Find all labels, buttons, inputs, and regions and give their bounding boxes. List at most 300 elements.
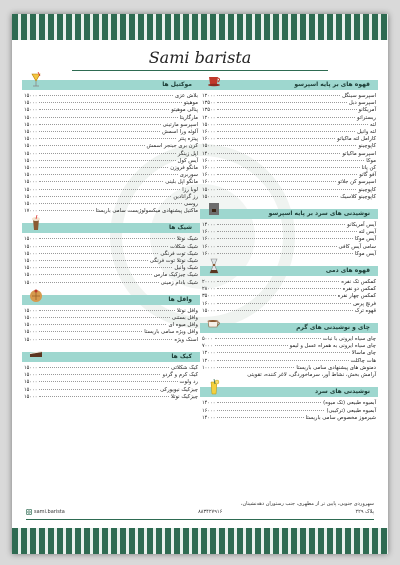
menu-item-name: پیتزه پنتر [178, 136, 198, 143]
menu-item-name: شیک بادام زمینی [160, 279, 198, 286]
menu-item [200, 408, 378, 415]
menu-item [22, 280, 200, 287]
menu-item-price: ۱۳۵۰۰ [202, 100, 216, 107]
menu-item-price: ۱۴۰۰۰ [202, 222, 216, 229]
menu-item [22, 187, 200, 194]
menu-item-price: ۱۵۰۰۰ [24, 279, 38, 286]
menu-item [22, 329, 200, 336]
section-heading-text: قهوه های بر پایه اسپرسو [294, 81, 370, 88]
dot-leader [217, 238, 352, 239]
menu-item-name: قهوه ترک [354, 307, 376, 314]
footer-address: سهروردی جنوبی، پایین تر از مطهری، جنب رستوران دهه‌نشینان، [240, 501, 374, 507]
cocktail-glass-icon [26, 72, 46, 88]
menu-item [22, 151, 200, 158]
dot-leader [217, 102, 346, 103]
menu-item-name: کاپوچینو [358, 143, 376, 150]
dot-leader [217, 160, 364, 161]
menu-item-price: ۱۵۰۰۰ [24, 172, 38, 179]
instagram-icon [26, 509, 32, 515]
menu-item-price: ۱۶۰۰۰ [202, 236, 216, 243]
menu-item [22, 107, 200, 114]
menu-item [22, 129, 200, 136]
dot-leader [39, 389, 158, 390]
menu-item-name: چیزکیک نیویورکی [160, 386, 198, 393]
menu-item-price: ۱۵۰۰۰ [24, 179, 38, 186]
menu-item-price: ۱۵۰۰۰ [24, 336, 38, 343]
menu-item-name: آیس کول [177, 157, 198, 164]
dot-leader [39, 181, 163, 182]
section-heading-brew [200, 266, 378, 276]
dot-leader [39, 109, 169, 110]
dot-leader [39, 160, 175, 161]
dot-leader [217, 253, 352, 254]
menu-item-name: رد ولوت [179, 379, 198, 386]
menu-item-name: لته [369, 121, 376, 128]
menu-item [200, 343, 378, 350]
menu-item-name: سوربری [179, 172, 198, 179]
dot-leader [217, 95, 340, 96]
menu-item-price: ۱۵۰۰۰ [24, 393, 38, 400]
menu-item [22, 394, 200, 401]
menu-item-name: کارامل لته ماکیاتو [337, 136, 376, 143]
menu-item-name: شیک وانیل [174, 265, 198, 272]
menu-item-price: ۱۵۰۰۰ [24, 143, 38, 150]
section-heading-cold-drinks [200, 387, 378, 397]
dot-leader [39, 367, 169, 368]
menu-item [22, 272, 200, 279]
menu-item [22, 158, 200, 165]
menu-item [200, 151, 378, 158]
menu-title: Sami barista [148, 48, 252, 67]
section-heading-hot-drinks [200, 323, 378, 333]
menu-item [200, 229, 378, 236]
menu-item-name: آیس موکا [354, 236, 376, 243]
menu-item-price: ۱۵۰۰۰ [24, 121, 38, 128]
menu-item-name: لوبا رزا [182, 186, 198, 193]
section-shake [22, 223, 200, 286]
menu-item [200, 107, 378, 114]
menu-item-name: وافل میوه ای [168, 322, 198, 329]
menu-item-price: ۱۴۰۰۰ [202, 400, 216, 407]
dot-leader [39, 145, 144, 146]
dot-leader [39, 310, 174, 311]
menu-item-name: وافل نوتلا [176, 307, 198, 314]
chemex-icon [204, 258, 224, 274]
section-heading-text: نوشیدنی های سرد [315, 388, 370, 396]
menu-item-price: ۵۰۰۰ [202, 336, 213, 343]
menu-item-price: ۱۶۰۰۰ [202, 250, 216, 257]
section-heading-cake [22, 352, 200, 362]
menu-item-name: اسپرسو ماکیاتو [342, 150, 376, 157]
dot-leader [215, 338, 321, 339]
menu-item-price: ۱۵۰۰۰ [24, 150, 38, 157]
menu-item-price: ۱۵۰۰۰ [24, 250, 38, 257]
menu-item-price: ۱۶۰۰۰ [202, 179, 216, 186]
section-heading-mocktail [22, 80, 200, 90]
milkshake-icon [26, 215, 46, 231]
menu-item [22, 93, 200, 100]
menu-item-name: آیس آمریکانو [347, 222, 376, 229]
menu-item-price: ۱۵۰۰۰ [24, 236, 38, 243]
dot-leader [39, 260, 147, 261]
dot-leader [39, 131, 160, 132]
right-column [200, 80, 378, 430]
dot-leader [217, 303, 351, 304]
dot-leader [217, 117, 355, 118]
menu-item-name: اسپرسو دبل [348, 100, 376, 107]
menu-item-name: مانگو اپل بلینی [165, 179, 198, 186]
menu-item-price: ۱۶۰۰۰ [202, 229, 216, 236]
dot-leader [39, 339, 172, 340]
menu-item [200, 222, 378, 229]
dot-leader [217, 410, 324, 411]
dot-leader [217, 417, 303, 418]
menu-item-name: کاپوچینو [358, 186, 376, 193]
dot-leader [39, 274, 151, 275]
dot-leader [217, 352, 349, 353]
menu-item-name: آفو گاتو [359, 172, 376, 179]
menu-item-price: ۱۵۰۰۰ [24, 157, 38, 164]
dot-leader [39, 153, 175, 154]
menu-item [22, 387, 200, 394]
menu-item-name: اسپرسو کن جلاتو [337, 179, 376, 186]
menu-item [200, 251, 378, 258]
dot-leader [217, 109, 356, 110]
menu-item [22, 365, 200, 372]
dot-leader [39, 102, 181, 103]
menu-item-price: ۱۶۰۰۰ [202, 157, 216, 164]
dot-leader [39, 246, 168, 247]
menu-item-name: پنالی موهیتو [171, 107, 198, 114]
menu-item-name: هات چاکلت [350, 357, 376, 364]
menu-item [22, 244, 200, 251]
dot-leader [39, 210, 93, 211]
menu-item-name: دمنوش های پیشنهادی سامی باریستا [296, 364, 376, 371]
dot-leader [39, 117, 177, 118]
menu-item-price: ۱۶۰۰۰ [202, 243, 216, 250]
menu-item-price: ۱۵۰۰۰ [202, 143, 216, 150]
dot-leader [39, 282, 158, 283]
menu-item-name: کن پانا [361, 165, 376, 172]
menu-item [200, 236, 378, 243]
menu-item-name: روسی [184, 201, 198, 208]
menu-item-price: ۱۵۰۰۰ [24, 307, 38, 314]
menu-item [22, 379, 200, 386]
coffee-cup-icon [204, 72, 224, 88]
top-stripe-border [12, 14, 388, 40]
dot-leader [39, 174, 177, 175]
dot-leader [217, 360, 348, 361]
menu-item-name: شیک نوتلا [176, 236, 198, 243]
menu-item [22, 208, 200, 215]
menu-item-name: آبمیوه طبیعی (ترکیبی) [326, 407, 376, 414]
menu-item-price: ۱۲۰۰۰ [202, 114, 216, 121]
menu-item-price: ۱۵۰۰۰ [202, 121, 216, 128]
menu-item-price: ۲۰۰۰۰ [202, 279, 216, 286]
bottom-stripe-border [12, 528, 388, 554]
menu-item-price: ۱۵۰۰۰ [202, 193, 216, 200]
menu-item-price: ۱۵۰۰۰ [24, 258, 38, 265]
section-cold-drinks [200, 387, 378, 422]
menu-item [200, 244, 378, 251]
menu-item-price: ۱۶۰۰۰ [202, 300, 216, 307]
menu-item-name: فرنچ پرس [353, 300, 376, 307]
dot-leader [217, 167, 359, 168]
dot-leader [217, 310, 352, 311]
menu-item-name: مانگو فروزن [170, 165, 198, 172]
menu-item-price: ۱۵۰۰۰ [24, 93, 38, 99]
dot-leader [39, 331, 142, 332]
section-heading-espresso [200, 80, 378, 90]
dot-leader [215, 345, 288, 346]
dot-leader [217, 231, 356, 232]
section-heading-text: قهوه های دمی [325, 267, 370, 275]
menu-item-name: شیک توت فرنگی [160, 250, 198, 257]
menu-item-name: کمکس چهار نفره [337, 293, 376, 300]
menu-item-name: شیرموز مخصوص سامی باریستا [305, 414, 376, 421]
dot-leader [39, 167, 168, 168]
section-heading-text: چای و نوشیدنی های گرم [296, 324, 370, 332]
instagram-handle: sami.barista [34, 509, 65, 515]
section-heading-shake [22, 223, 200, 233]
menu-item-name: آرامش بخش، نشاط آور، سرماخوردگی، لاغر کننده، تقویتی [247, 372, 376, 379]
menu-item [22, 179, 200, 186]
dot-leader [39, 189, 180, 190]
dot-leader [217, 124, 368, 125]
menu-item-price: ۱۲۰۰۰ [202, 93, 216, 99]
menu-item-price: ۱۲۰۰۰ [202, 357, 216, 364]
menu-item-price: ۱۵۰۰۰ [24, 129, 38, 136]
dot-leader [217, 224, 345, 225]
menu-item-name: اسنک ویژه [174, 336, 198, 343]
footer-instagram[interactable] [26, 508, 65, 516]
menu-item [22, 372, 200, 379]
menu-item-name: اپل زینگر [177, 150, 198, 157]
dot-leader [217, 189, 356, 190]
menu-item-name: آلوئه ورا اسمش [162, 129, 198, 136]
section-heading-text: کیک ها [171, 352, 192, 360]
dot-leader [39, 124, 160, 125]
menu-item-name: چای ماسالا [351, 350, 376, 357]
menu-item-name: شیک چیزکیک مارس [153, 272, 198, 279]
menu-item [22, 258, 200, 265]
menu-item-name: شیک شکلات [170, 243, 198, 250]
menu-item-price: ۱۵۰۰۰ [24, 193, 38, 200]
menu-item-name: اسپرسو سینگل [342, 93, 376, 99]
menu-item [200, 115, 378, 122]
menu-item [200, 93, 378, 100]
menu-item-price: ۱۵۰۰۰ [24, 386, 38, 393]
dot-leader [217, 295, 335, 296]
menu-item [200, 336, 378, 343]
section-heading-text: موکتیل ها [162, 81, 192, 88]
menu-item [22, 236, 200, 243]
menu-item [22, 115, 200, 122]
tea-cup-icon [204, 315, 224, 331]
menu-item [200, 372, 378, 379]
menu-item-price: ۱۳۵۰۰ [202, 107, 216, 114]
menu-item [22, 122, 200, 129]
menu-item-price: ۱۶۰۰۰ [202, 172, 216, 179]
section-waffle [22, 295, 200, 344]
dot-leader [39, 396, 168, 397]
menu-item [22, 308, 200, 315]
menu-item-name: چای سیاه ایرونی با نبات [322, 336, 376, 343]
menu-item-price: ۱۵۰۰۰ [24, 272, 38, 279]
menu-item [200, 100, 378, 107]
dot-leader [39, 267, 172, 268]
menu-item-price: ۱۵۰۰۰ [24, 322, 38, 329]
section-espresso [200, 80, 378, 201]
dot-leader [217, 196, 338, 197]
section-heading-text: نوشیدنی های سرد بر پایه اسپرسو [268, 210, 370, 218]
menu-item [200, 400, 378, 407]
menu-item-name: کاپوچینو کلاسیک [340, 193, 376, 200]
menu-item-name: لته وانیل [357, 129, 376, 136]
menu-item-name: چای سیاه ایرونی به همراه عسل و لیمو [289, 343, 376, 350]
menu-item [22, 337, 200, 344]
menu-item-price: ۱۵۰۰۰ [24, 315, 38, 322]
menu-item-price: ۱۵۰۰۰ [24, 379, 38, 386]
section-brew [200, 266, 378, 315]
dot-leader [217, 281, 339, 282]
menu-item [200, 194, 378, 201]
menu-item-name: کرن بری جینجر اسمش [146, 143, 198, 150]
dot-leader [217, 402, 321, 403]
menu-item-price: ۱۶۰۰۰ [202, 407, 216, 414]
menu-item-name: آیس لته [358, 229, 376, 236]
menu-item-price: ۱۵۰۰۰ [24, 329, 38, 336]
menu-item [200, 158, 378, 165]
menu-item-price: ۱۵۰۰۰ [24, 243, 38, 250]
menu-item-name: کیک شکلاتی [171, 364, 198, 371]
menu-item-name: وافل بستنی [171, 315, 198, 322]
menu-item-price: ۱۵۰۰۰ [24, 100, 38, 107]
menu-item [22, 143, 200, 150]
menu-item [200, 187, 378, 194]
menu-item-price: ۱۴۰۰۰ [202, 414, 216, 421]
menu-item-name: چیزکیک نوتلا [170, 393, 198, 400]
dot-leader [39, 95, 173, 96]
menu-item-price: ۱۶۰۰۰ [202, 165, 216, 172]
menu-item-price: ۱۵۰۰۰ [24, 364, 38, 371]
menu-item [200, 350, 378, 357]
dot-leader [217, 174, 357, 175]
waffle-icon [26, 287, 46, 303]
menu-item-price: ۱۶۰۰۰ [202, 136, 216, 143]
menu-item-name: کمکس تک نفره [341, 279, 376, 286]
footer [26, 500, 374, 520]
menu-item [200, 293, 378, 300]
menu-item [200, 415, 378, 422]
section-heading-cold-espresso [200, 209, 378, 219]
menu-item-price: ۱۵۰۰۰ [24, 186, 38, 193]
menu-item-name: آمریکانو [358, 107, 376, 114]
menu-item-name: بلاش عزی [174, 93, 198, 99]
menu-item [200, 308, 378, 315]
dot-leader [39, 374, 160, 375]
menu-item-name: مارگاریتا [179, 114, 198, 121]
menu-item [200, 301, 378, 308]
menu-item [200, 143, 378, 150]
menu-item-name: کیک کرم و گردو [162, 372, 198, 379]
dot-leader [39, 238, 174, 239]
menu-item-name: موکا [366, 157, 376, 164]
dot-leader [39, 203, 182, 204]
dot-leader [39, 138, 176, 139]
menu-item-price: ۱۵۰۰۰ [24, 165, 38, 172]
cake-slice-icon [26, 344, 46, 360]
menu-item-name: ماکتیل پیشنهادی میکسولوژیست سامی باریستا [95, 208, 198, 215]
menu-item-price: ۱۲۰۰۰ [202, 350, 216, 357]
lemonade-glass-icon [204, 379, 224, 395]
menu-item [200, 136, 378, 143]
footer-divider [26, 519, 374, 520]
section-mocktail [22, 80, 200, 215]
dot-leader [217, 367, 294, 368]
footer-unit: پلاک ۲۲۹ [355, 509, 374, 515]
menu-item-price: ۱۵۰۰۰ [24, 372, 38, 379]
menu-item-name: شیک نوتلا توت فرنگی [149, 258, 198, 265]
menu-item-price: ۱۵۰۰۰ [202, 186, 216, 193]
menu-item-price: ۱۴۰۰۰ [202, 150, 216, 157]
menu-item-price: ۲۸۰۰۰ [202, 286, 216, 293]
section-heading-waffle [22, 295, 200, 305]
menu-item-price: ۳۵۰۰۰ [202, 293, 216, 300]
menu-item [22, 194, 200, 201]
dot-leader [217, 246, 336, 247]
menu-item-price: ۱۵۰۰۰ [24, 265, 38, 272]
menu-item-price: ۱۵۰۰۰ [24, 114, 38, 121]
section-cake [22, 352, 200, 401]
dot-leader [217, 288, 340, 289]
footer-phone: ۸۸۳۴۲۷۹۱۶ [198, 509, 223, 515]
menu-item-name: آیس موکا [354, 250, 376, 257]
section-heading-text: شیک ها [169, 224, 192, 232]
menu-item-price: ۱۰۰۰۰ [202, 364, 216, 371]
menu-item [22, 100, 200, 107]
menu-item [22, 251, 200, 258]
menu-item-price: ۱۵۰۰۰ [24, 201, 38, 208]
section-cold-espresso [200, 209, 378, 258]
menu-item-name: موهیتو [183, 100, 198, 107]
dot-leader [217, 145, 356, 146]
dot-leader [39, 324, 166, 325]
menu-item-name: رز گرانادین [173, 193, 198, 200]
dot-leader [217, 131, 355, 132]
menu-item [22, 315, 200, 322]
dot-leader [39, 253, 158, 254]
menu-item [200, 179, 378, 186]
menu-sheet [12, 14, 388, 554]
menu-item [200, 358, 378, 365]
menu-item-price: ۱۶۰۰۰ [202, 129, 216, 136]
menu-item [200, 165, 378, 172]
menu-item-name: وافل ویژه سامی باریستا [144, 329, 198, 336]
left-column [22, 80, 200, 409]
menu-item-price: ۱۷۰۰۰ [24, 208, 38, 215]
title-divider [72, 70, 328, 71]
menu-item [22, 165, 200, 172]
menu-item [200, 365, 378, 372]
dot-leader [217, 181, 335, 182]
dot-leader [39, 317, 169, 318]
menu-item-name: ریستراتو [357, 114, 376, 121]
section-heading-text: وافل ها [168, 295, 192, 303]
section-hot-drinks [200, 323, 378, 379]
menu-item-name: سامی آیس کافی [338, 243, 376, 250]
menu-item-price: ۱۵۰۰۰ [202, 307, 216, 314]
